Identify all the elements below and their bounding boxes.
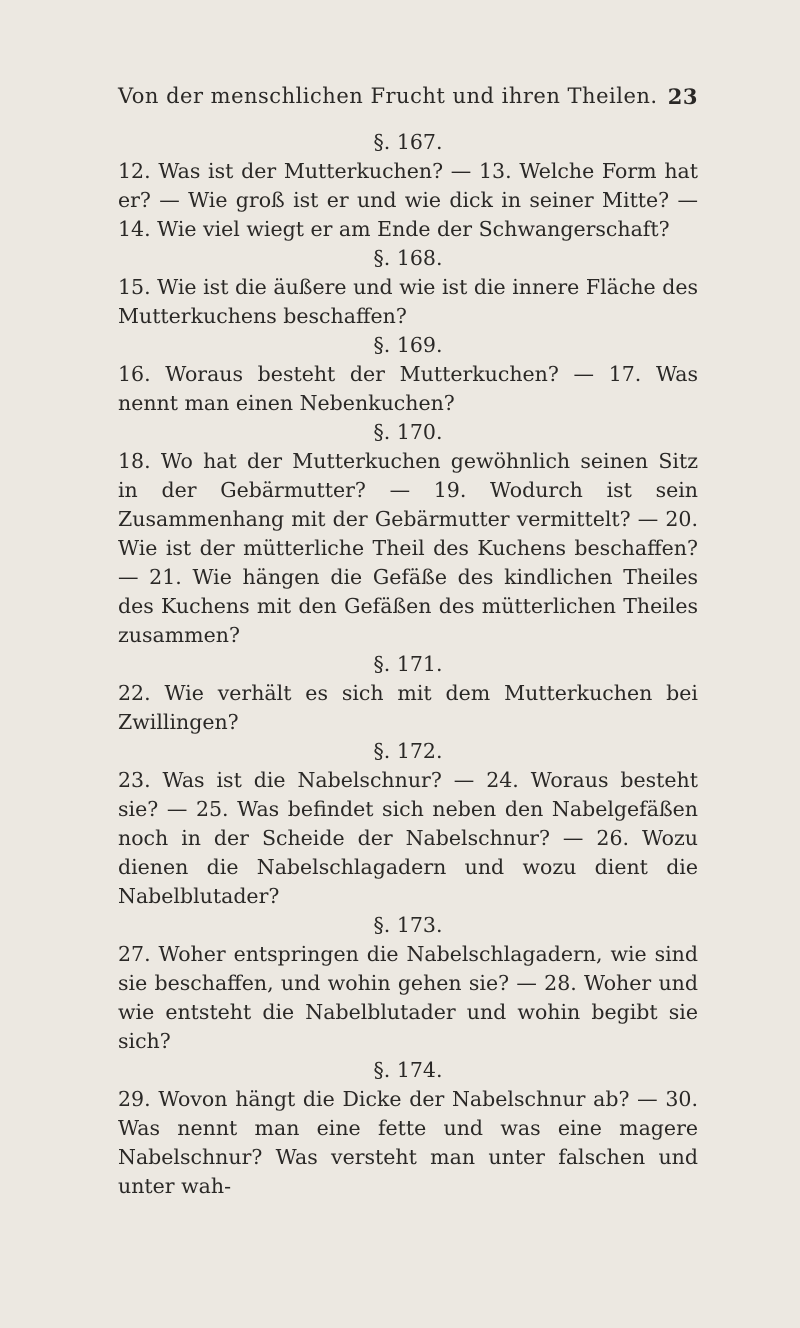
section-heading: §. 167. bbox=[373, 130, 443, 154]
question-paragraph: 27. Woher entspringen die Nabelschlagadern, wie sind sie beschaffen, und wohin gehen sie? — 28. Woher und wie entsteht die Nabelblutader und wohin begibt sie sich? bbox=[118, 942, 698, 1053]
section-heading: §. 174. bbox=[373, 1058, 443, 1082]
question-paragraph: 23. Was ist die Nabelschnur? — 24. Woraus besteht sie? — 25. Was befindet sich neben den Nabelgefäßen noch in der Scheide der Nabelschnur? — 26. Wozu dienen die Nabelschlagadern und wozu dient die Nabelblutader? bbox=[118, 768, 698, 908]
section-heading: §. 168. bbox=[373, 246, 443, 270]
section-heading: §. 170. bbox=[373, 420, 443, 444]
section-heading: §. 171. bbox=[373, 652, 443, 676]
section-heading: §. 173. bbox=[373, 913, 443, 937]
section-heading: §. 169. bbox=[373, 333, 443, 357]
page-number: 23 bbox=[667, 84, 698, 109]
question-paragraph: 22. Wie verhält es sich mit dem Mutterkuchen bei Zwillingen? bbox=[118, 681, 698, 734]
page-body bbox=[118, 128, 698, 1201]
question-paragraph: 29. Wovon hängt die Dicke der Nabelschnur ab? — 30. Was nennt man eine fette und was eine magere Nabelschnur? Was versteht man unter falschen und unter wah- bbox=[118, 1087, 698, 1198]
question-paragraph: 12. Was ist der Mutterkuchen? — 13. Welche Form hat er? — Wie groß ist er und wie dick in seiner Mitte? — 14. Wie viel wiegt er am Ende der Schwangerschaft? bbox=[118, 159, 698, 241]
question-paragraph: 18. Wo hat der Mutterkuchen gewöhnlich seinen Sitz in der Gebärmutter? — 19. Wodurch ist sein Zusammenhang mit der Gebärmutter vermittelt? — 20. Wie ist der mütterliche Theil des Kuchens beschaffen? — 21. Wie hängen die Gefäße des kindlichen Theiles des Kuchens mit den Gefäßen des mütterlichen Theiles zusammen? bbox=[118, 449, 698, 647]
running-title: Von der menschlichen Frucht und ihren Theilen. bbox=[118, 84, 658, 108]
question-paragraph: 16. Woraus besteht der Mutterkuchen? — 17. Was nennt man einen Nebenkuchen? bbox=[118, 362, 698, 415]
question-paragraph: 15. Wie ist die äußere und wie ist die innere Fläche des Mutterkuchens beschaffen? bbox=[118, 275, 698, 328]
section-heading: §. 172. bbox=[373, 739, 443, 763]
